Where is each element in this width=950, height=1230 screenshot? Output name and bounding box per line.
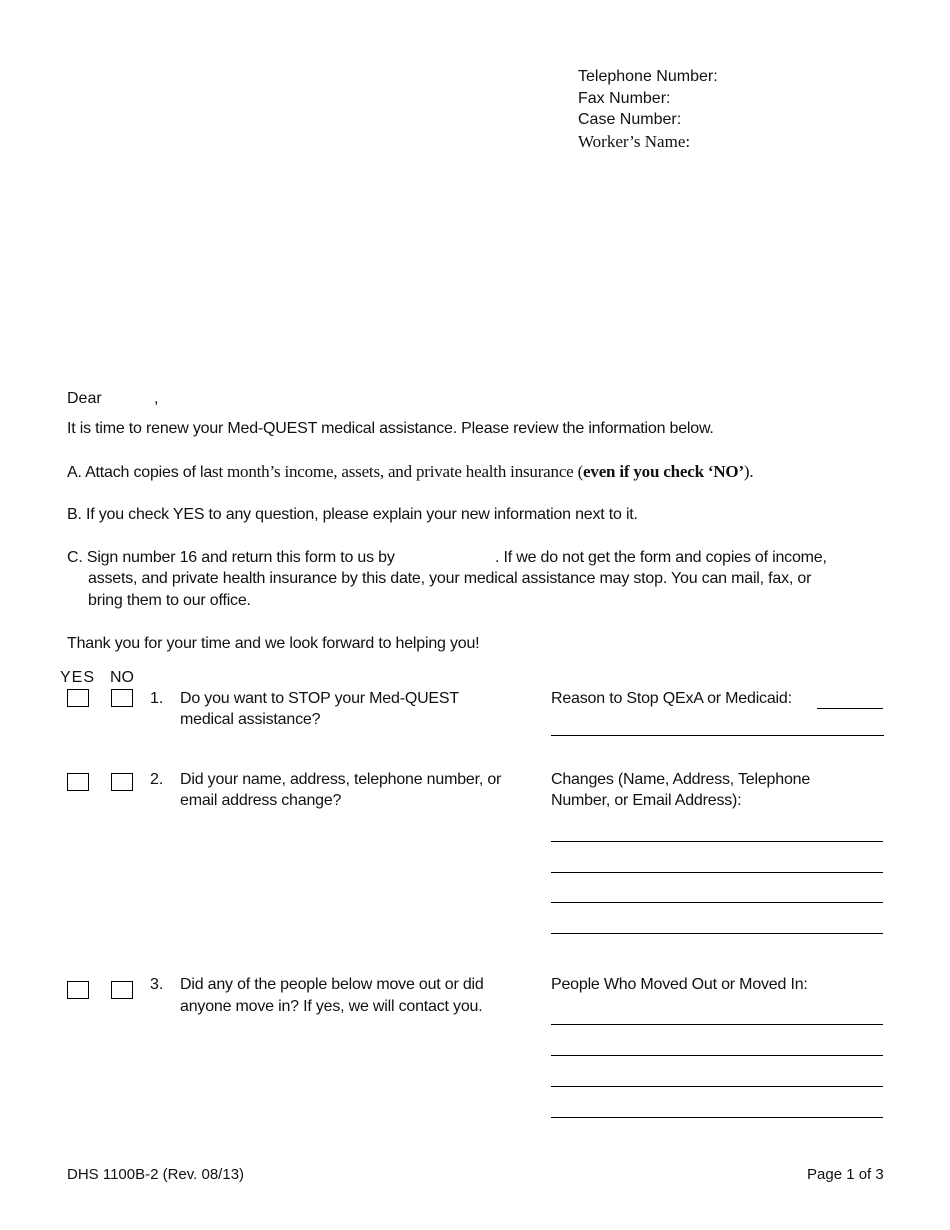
salutation: Dear [67, 390, 102, 407]
q3-answer-line-3[interactable] [551, 1086, 883, 1087]
instruction-a-start: A. Attach copies of la [67, 464, 213, 481]
instruction-a-end: ). [743, 462, 754, 481]
q2-yes-checkbox[interactable] [67, 773, 89, 791]
instruction-c-line2: assets, and private health insurance by this date, your medical assistance may stop. You can mail, fax, or [88, 570, 812, 587]
q3-no-checkbox[interactable] [111, 981, 133, 999]
q1-answer-label: Reason to Stop QExA or Medicaid: [551, 690, 792, 707]
q1-answer-line-inline[interactable] [817, 708, 883, 709]
q1-text-line2: medical assistance? [180, 711, 321, 728]
q1-no-checkbox[interactable] [111, 689, 133, 707]
q3-answer-line-4[interactable] [551, 1117, 883, 1118]
fax-number-label: Fax Number: [578, 90, 671, 107]
q2-answer-line-2[interactable] [551, 872, 883, 873]
yes-column-header: YES [60, 669, 96, 686]
telephone-number-label: Telephone Number: [578, 68, 718, 85]
q3-number: 3. [150, 976, 164, 993]
q1-number: 1. [150, 690, 164, 707]
q3-yes-checkbox[interactable] [67, 981, 89, 999]
form-id: DHS 1100B-2 (Rev. 08/13) [67, 1166, 245, 1183]
q1-text-line1: Do you want to STOP your Med-QUEST [180, 690, 459, 707]
q2-text-line1: Did your name, address, telephone number, or [180, 771, 502, 788]
q3-text-line1: Did any of the people below move out or did [180, 976, 484, 993]
q1-answer-line[interactable] [551, 735, 884, 736]
q2-text-line2: email address change? [180, 792, 342, 809]
no-column-header: NO [110, 669, 134, 686]
q2-answer-line-1[interactable] [551, 841, 883, 842]
instruction-a-serif: st month’s income, assets, and private health insurance ( [212, 462, 584, 481]
q3-answer-line-1[interactable] [551, 1024, 883, 1025]
q2-answer-line-4[interactable] [551, 933, 883, 934]
instruction-b: B. If you check YES to any question, please explain your new information next to it. [67, 506, 638, 523]
case-number-label: Case Number: [578, 111, 682, 128]
q2-no-checkbox[interactable] [111, 773, 133, 791]
q2-answer-label-line2: Number, or Email Address): [551, 792, 742, 809]
thank-you-text: Thank you for your time and we look forward to helping you! [67, 635, 480, 652]
q2-number: 2. [150, 771, 164, 788]
salutation-comma: , [154, 390, 159, 407]
instruction-a-bold: even if you check ‘NO’ [583, 462, 744, 481]
q1-yes-checkbox[interactable] [67, 689, 89, 707]
q3-text-line2: anyone move in? If yes, we will contact you. [180, 998, 483, 1015]
q3-answer-label: People Who Moved Out or Moved In: [551, 976, 808, 993]
q2-answer-label-line1: Changes (Name, Address, Telephone [551, 771, 811, 788]
q2-answer-line-3[interactable] [551, 902, 883, 903]
instruction-a [67, 461, 753, 484]
instruction-c-line1b: . If we do not get the form and copies of income, [495, 549, 827, 566]
q3-answer-line-2[interactable] [551, 1055, 883, 1056]
intro-text: It is time to renew your Med-QUEST medical assistance. Please review the information below. [67, 420, 714, 437]
page-number: Page 1 of 3 [807, 1166, 884, 1183]
worker-name-label: Worker’s Name: [578, 132, 691, 151]
instruction-c-line3: bring them to our office. [88, 592, 251, 609]
instruction-c-line1a: C. Sign number 16 and return this form to us by [67, 549, 395, 566]
